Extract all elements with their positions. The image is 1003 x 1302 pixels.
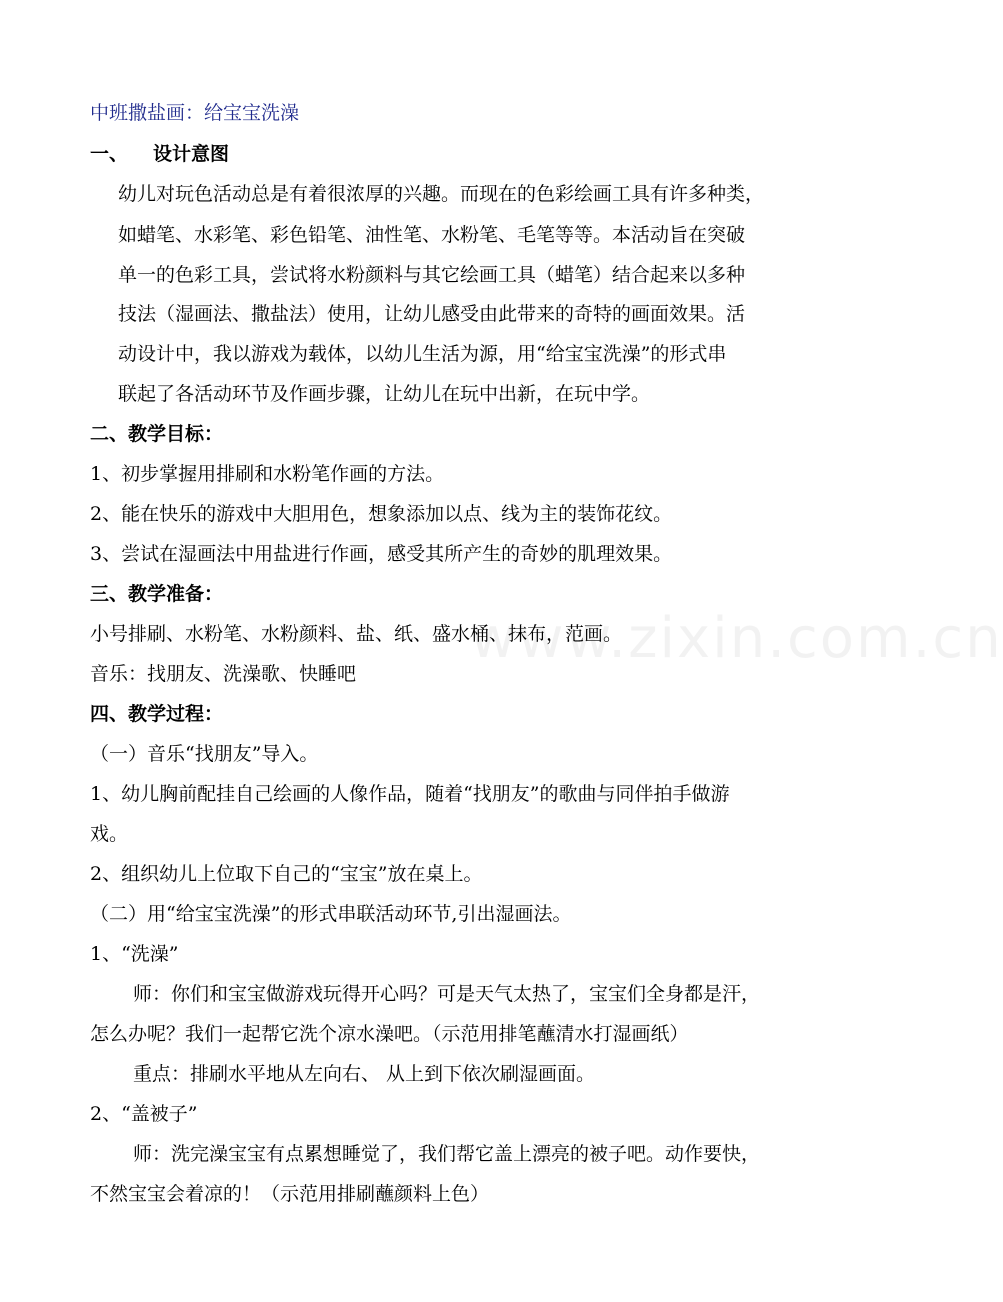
design-paragraph-line: 如蜡笔、水彩笔、彩色铅笔、油性笔、水粉笔、毛笔等等。本活动旨在突破 bbox=[118, 224, 746, 246]
goal-item: 2、能在快乐的游戏中大胆用色，想象添加以点、线为主的装饰花纹。 bbox=[90, 503, 673, 525]
document-title: 中班撒盐画：给宝宝洗澡 bbox=[90, 102, 300, 124]
section-1-heading: 设计意图 bbox=[153, 143, 230, 165]
section-3-heading: 三、教学准备： bbox=[90, 583, 224, 605]
process-part-2: （二）用“给宝宝洗澡”的形式串联活动环节,引出湿画法。 bbox=[90, 903, 572, 925]
goal-item: 1、初步掌握用排刷和水粉笔作画的方法。 bbox=[90, 463, 445, 485]
process-step-line: 戏。 bbox=[90, 823, 129, 845]
music-line: 音乐：找朋友、洗澡歌、快睡吧 bbox=[90, 663, 357, 685]
design-paragraph-line: 动设计中，我以游戏为载体，以幼儿生活为源，用“给宝宝洗澡”的形式串 bbox=[118, 343, 727, 365]
process-part-1: （一）音乐“找朋友”导入。 bbox=[90, 743, 319, 765]
design-paragraph-line: 技法（湿画法、撒盐法）使用，让幼儿感受由此带来的奇特的画面效果。活 bbox=[118, 303, 746, 325]
materials-line: 小号排刷、水粉笔、水粉颜料、盐、纸、盛水桶、抹布，范画。 bbox=[90, 623, 623, 645]
process-step-line: 2、组织幼儿上位取下自己的“宝宝”放在桌上。 bbox=[90, 863, 483, 885]
design-paragraph-line: 幼儿对玩色活动总是有着很浓厚的兴趣。而现在的色彩绘画工具有许多种类， bbox=[118, 183, 765, 205]
section-1-number: 一、 bbox=[90, 143, 129, 165]
design-paragraph-line: 单一的色彩工具，尝试将水粉颜料与其它绘画工具（蜡笔）结合起来以多种 bbox=[118, 264, 746, 286]
teacher-dialogue-line: 怎么办呢？我们一起帮它洗个凉水澡吧。（示范用排笔蘸清水打湿画纸） bbox=[90, 1023, 689, 1045]
teacher-dialogue-line: 不然宝宝会着凉的！（示范用排刷蘸颜料上色） bbox=[90, 1183, 490, 1205]
watermark: www.zixin.com.cn bbox=[470, 606, 1003, 671]
design-paragraph-line: 联起了各活动环节及作画步骤，让幼儿在玩中出新，在玩中学。 bbox=[118, 383, 651, 405]
goal-item: 3、尝试在湿画法中用盐进行作画，感受其所产生的奇妙的肌理效果。 bbox=[90, 543, 673, 565]
process-substep: 1、“洗澡” bbox=[90, 943, 179, 965]
process-step-line: 1、幼儿胸前配挂自己绘画的人像作品，随着“找朋友”的歌曲与同伴拍手做游 bbox=[90, 783, 730, 805]
teacher-dialogue-line: 师：你们和宝宝做游戏玩得开心吗？可是天气太热了，宝宝们全身都是汗， bbox=[133, 983, 761, 1005]
section-4-heading: 四、教学过程： bbox=[90, 703, 224, 725]
key-point-line: 重点：排刷水平地从左向右、 从上到下依次刷湿画面。 bbox=[133, 1063, 596, 1085]
teacher-dialogue-line: 师：洗完澡宝宝有点累想睡觉了，我们帮它盖上漂亮的被子吧。动作要快， bbox=[133, 1143, 761, 1165]
process-substep: 2、“盖被子” bbox=[90, 1103, 198, 1125]
section-2-heading: 二、教学目标： bbox=[90, 423, 224, 445]
